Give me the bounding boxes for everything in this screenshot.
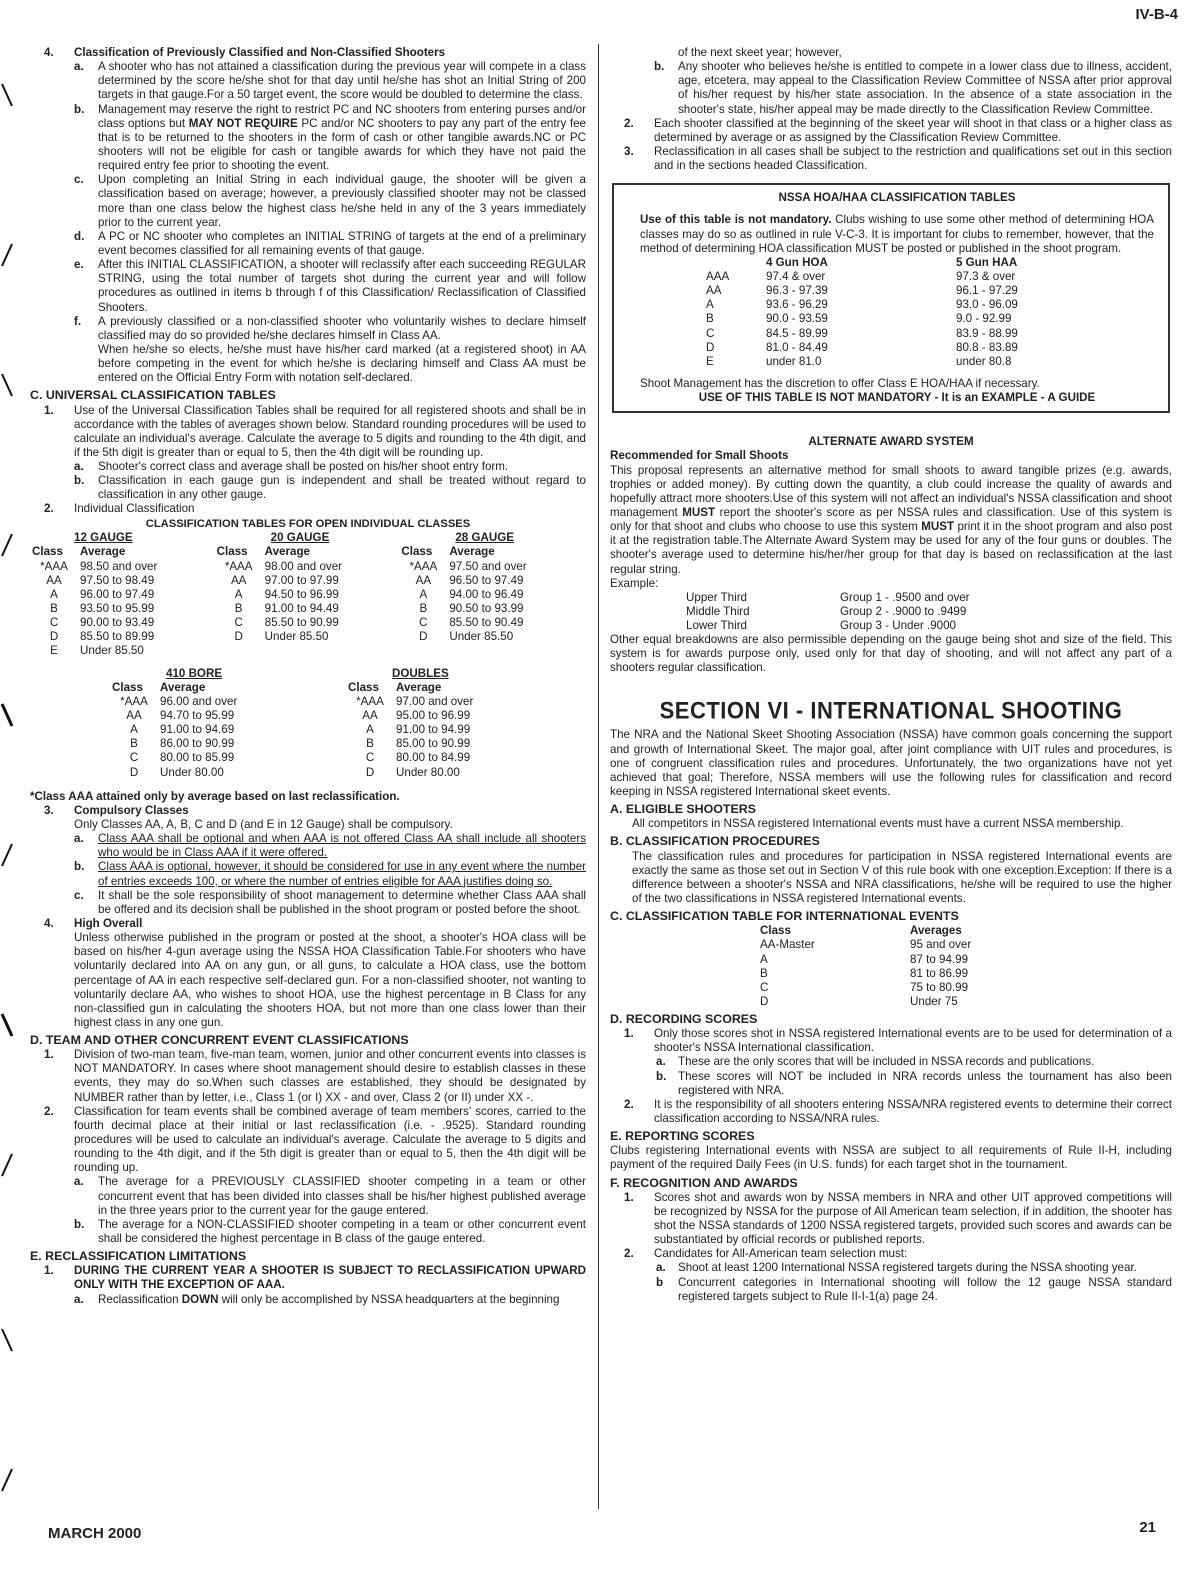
section-vi-b-text: The classification rules and procedures for participation in NSSA registered International events are exactly the same as those set out in Section V of this rule book with one exception.Exception: If there is a difference between a shooter's NSSA and NRA classifications, he/she will be required to use the higher of the two classifications in NSSA registered International events. bbox=[632, 849, 1172, 905]
table-cell-5gun: 96.1 - 97.29 bbox=[956, 284, 1018, 298]
item-4c: c. Upon completing an Initial String in each individual gauge, the shooter will be given a classification based on average; however, a previously classified shooter may not be classed more than one class below the highest class he/she held in any of the 3 years immediately prior to the current year. bbox=[74, 173, 586, 229]
item-vi-d1a: a. These are the only scores that will be included in NSSA records and publications. bbox=[656, 1055, 1095, 1069]
section-vi-a-heading: A. ELIGIBLE SHOOTERS bbox=[610, 802, 756, 817]
section-vi-e-text: Clubs registering International events with NSSA are subject to all requirements of Rule II-H, including payment of the required Daily Fees (in U.S. funds) for each target shot in the tournament. bbox=[610, 1144, 1172, 1172]
item-e1b: b. Any shooter who believes he/she is entitled to compete in a lower class due to illness, accident, age, etcetera, may appeal to the Classification Review Committee of NSSA after prior approval of his/her request by his/her state association. In the absence of a state association in the shooter's state, his/her appeal may be made directly to the Classification Review Committee. bbox=[654, 60, 1172, 116]
table-cell-class: *AAA bbox=[409, 559, 438, 573]
item-vi-d1: 1. Only those scores shot in NSSA registered International events are to be used for determination of a shooter's NSSA International classification. bbox=[624, 1027, 1172, 1055]
table-cell-class: B bbox=[234, 601, 243, 615]
table-cell-average: 91.00 to 94.69 bbox=[160, 723, 235, 737]
table-cell-5gun: 80.8 - 83.89 bbox=[956, 340, 1018, 354]
page-id: IV-B-4 bbox=[1135, 6, 1178, 23]
alt-award-row bbox=[610, 591, 1172, 605]
alt-award-example-label: Example: bbox=[610, 576, 659, 590]
section-vi-d-heading: D. RECORDING SCORES bbox=[610, 1012, 758, 1027]
alt-award-text: This proposal represents an alternative method for small shoots to award tangible prizes (e.g. awards, trophies or added money). By cutting down the quantity, a club could increase the quality of awards and hopefully attract more shooters.Use of this system will not affect an individual's NSSA classification and shoot management MUST report the shooter's score as per NSSA rules and classification. Use of this system is only for that shoot and clubs who choose to use this system MUST print it in the shoot program and also post it at the registration table.The Alternate Award System may be used for any of the four guns or doubles. The shooter's average used to determine his/her/her group for that day is based on reclassification at the last regular string. bbox=[610, 463, 1172, 576]
table-cell-4gun: 97.4 & over bbox=[766, 269, 826, 283]
table-cell-class: A bbox=[760, 952, 768, 966]
alt-award-third: Upper Third bbox=[686, 590, 748, 604]
table-cell-average: 95 and over bbox=[910, 938, 972, 952]
table-cell-class: B bbox=[760, 966, 768, 980]
table-cell-average: 90.00 to 93.49 bbox=[80, 616, 155, 630]
table-cell-average: 97.00 to 97.99 bbox=[264, 573, 339, 587]
table-cell-average: 81 to 86.99 bbox=[910, 966, 969, 980]
table-cell-class: C bbox=[49, 616, 59, 630]
table-cell-class: A bbox=[706, 298, 714, 312]
item-c3c: c. It shall be the sole responsibility of shoot management to determine whether Class AAA shall be offered and its decision shall be published in the shoot program or posted before the shoot. bbox=[74, 888, 586, 916]
table-cell-average: 98.50 and over bbox=[80, 559, 158, 573]
margin-mark bbox=[0, 700, 14, 730]
section-vi-a-text: All competitors in NSSA registered International events must have a current NSSA membership. bbox=[632, 817, 1124, 831]
section-vi-f-heading: F. RECOGNITION AND AWARDS bbox=[610, 1175, 798, 1190]
table-cell-4gun: under 81.0 bbox=[766, 354, 822, 368]
alt-award-subtitle: Recommended for Small Shoots bbox=[610, 449, 789, 463]
table-cell-5gun: 97.3 & over bbox=[956, 269, 1016, 283]
table-cell-class: C bbox=[234, 616, 243, 630]
section-vi-c-heading: C. CLASSIFICATION TABLE FOR INTERNATIONAL EVENTS bbox=[610, 909, 959, 924]
table-cell-class: B bbox=[706, 312, 714, 326]
table-cell-average: 96.50 to 97.49 bbox=[449, 573, 524, 587]
table-cell-class: C bbox=[365, 751, 375, 765]
gauge-table-12-grid bbox=[32, 545, 217, 658]
table-cell-average: 87 to 94.99 bbox=[910, 952, 969, 966]
alt-award-group: Group 1 - .9500 and over bbox=[840, 590, 970, 604]
item-c3: 3. Compulsory Classes bbox=[44, 803, 189, 817]
gauge-tables-row-2 bbox=[112, 667, 586, 780]
table-cell-class: B bbox=[50, 601, 58, 615]
table-cell-class: A bbox=[130, 723, 138, 737]
international-class-table: Class Averages AA-Master 95 and over A 87 to 94.99 B 81 to 86.99 C 75 to 80.99 D Under 75 bbox=[760, 924, 1172, 1009]
table-cell-average: 91.00 to 94.49 bbox=[264, 601, 339, 615]
table-cell-average: 93.50 to 95.99 bbox=[80, 601, 155, 615]
item-d1: 1. Division of two-man team, five-man team, women, junior and other concurrent events into classes is NOT MANDATORY. In cases where shoot management should desire to establish classes in these events, they may do so.When such classes are established, they should be designated by NUMBER rather than by letter, i.e., Class 1 (or I) XX - and over, Class 2 (or II) under XX -. bbox=[44, 1048, 586, 1104]
table-cell-class: AA bbox=[706, 284, 722, 298]
gauge-tables-row-1 bbox=[32, 531, 586, 658]
gauge-table-12: 12 GAUGE Class Average *AAA 98.50 and over AA 97.50 to 98.49 A 96.00 to 97.49 B 93.50 to 95.99 C 90.00 to 93.49 D 85.50 to 89.99 E Under 85.50 bbox=[32, 531, 217, 658]
item-c4: 4. High Overall bbox=[44, 916, 143, 930]
margin-mark bbox=[0, 80, 14, 110]
section-vi-e-heading: E. REPORTING SCORES bbox=[610, 1129, 755, 1144]
alt-award-row bbox=[610, 605, 1172, 619]
table-cell-average: 97.50 to 98.49 bbox=[80, 573, 155, 587]
table-cell-class: C bbox=[419, 616, 428, 630]
table-cell-4gun: 81.0 - 84.49 bbox=[766, 340, 828, 354]
item-c3a: a. Class AAA shall be optional and when AAA is not offered Class AA shall include all shooters who would be in Class AAA if it were offered. bbox=[74, 832, 586, 860]
item-c4-text: Unless otherwise published in the program or posted at the shoot, a shooter's HOA class will be based on his/her 4-gun average using the NSSA HOA Classification Table.For shooters who have voluntarily declared into AA on any gun, or all guns, to calculate a HOA class, use the bottom percentage of AA in each respective self-declared gun. For a non-classified shooter, not wanting to voluntarily declare AA, who wishes to shoot HOA, use the highest percentage in B Class for any non-classified gun in calculating the shooters HOA, but not more than one class lower than their highest class in any one gun. bbox=[74, 931, 586, 1029]
right-column bbox=[610, 46, 1172, 1304]
table-cell-4gun: 96.3 - 97.39 bbox=[766, 284, 828, 298]
table-cell-5gun: 83.9 - 88.99 bbox=[956, 326, 1018, 340]
table-cell-class: *AAA bbox=[120, 694, 148, 708]
table-cell-class: *AAA bbox=[356, 694, 384, 708]
item-vi-d2: 2. It is the responsibility of all shooters entering NSSA/NRA registered events to determine their correct classification according to NSSA/NRA rules. bbox=[624, 1097, 1172, 1126]
table-cell-class: *AAA bbox=[224, 559, 253, 573]
footer-page-number: 21 bbox=[1139, 1519, 1156, 1536]
table-cell-class: C bbox=[706, 326, 715, 340]
item-c2: 2. Individual Classification bbox=[44, 502, 195, 516]
table-cell-class: AA bbox=[46, 573, 62, 587]
table-cell-class: E bbox=[50, 644, 58, 658]
table-cell-average: 75 to 80.99 bbox=[910, 980, 969, 994]
col-header-average: Average bbox=[396, 680, 442, 694]
hoa-classification-box bbox=[612, 183, 1170, 413]
table-cell-5gun: 9.0 - 92.99 bbox=[956, 312, 1012, 326]
item-e1: 1. DURING THE CURRENT YEAR A SHOOTER IS SUBJECT TO RECLASSIFICATION UPWARD ONLY WITH THE EXCEPTION OF AAA. bbox=[44, 1264, 586, 1292]
margin-mark bbox=[0, 1010, 14, 1040]
footer-date: MARCH 2000 bbox=[48, 1525, 142, 1542]
table-cell-4gun: 93.6 - 96.29 bbox=[766, 298, 828, 312]
table-cell-class: *AAA bbox=[40, 559, 68, 573]
col-header-class: Class bbox=[401, 545, 433, 559]
item-c3b: b. Class AAA is optional, however, it should be considered for use in any event where the number of entries exceeds 100, or where the number of entries eligible for AAA justifies doing so. bbox=[74, 860, 586, 888]
table-cell-class: D bbox=[234, 630, 243, 644]
section-vi-title: SECTION VI - INTERNATIONAL SHOOTING bbox=[659, 696, 1123, 724]
item-e3: 3. Reclassification in all cases shall be subject to the restriction and qualifications set out in this section and in the sections headed Classification. bbox=[624, 144, 1172, 173]
table-cell-average: 85.00 to 90.99 bbox=[396, 737, 471, 751]
table-cell-class: AA bbox=[230, 573, 247, 587]
item-d2b: b. The average for a NON-CLASSIFIED shooter competing in a team or other concurrent event shall be considered the highest percentage in B class of the gauge entered. bbox=[74, 1217, 586, 1246]
left-column bbox=[30, 46, 586, 1307]
alt-award-group: Group 2 - .9000 to .9499 bbox=[840, 604, 967, 618]
section-vi-b-heading: B. CLASSIFICATION PROCEDURES bbox=[610, 834, 820, 849]
gauge-table-28-grid bbox=[401, 545, 586, 644]
table-cell-average: 91.00 to 94.99 bbox=[396, 723, 471, 737]
section-e-heading: E. RECLASSIFICATION LIMITATIONS bbox=[30, 1249, 247, 1264]
aaa-note: *Class AAA attained only by average based on last reclassification. bbox=[30, 789, 400, 803]
gauge-table-doubles: DOUBLES Class Average *AAA 97.00 and over AA 95.00 to 96.99 A 91.00 to 94.99 B 85.00 to 90.99 C 80.00 to 84.99 D Under 80.00 bbox=[348, 667, 536, 780]
table-cell-class: D bbox=[419, 630, 428, 644]
item-4d: d. A PC or NC shooter who completes an INITIAL STRING of targets at the end of a preliminary event becomes classified for all remaining events of that gauge. bbox=[74, 229, 586, 257]
table-cell-class: D bbox=[129, 765, 139, 779]
item-c3-text: Only Classes AA, A, B, C and D (and E in 12 Gauge) shall be compulsory. bbox=[74, 817, 453, 831]
table-cell-average: 97.50 and over bbox=[449, 559, 527, 573]
item-vi-d1b: b. These scores will NOT be included in NRA records unless the tournament has also been registered with NRA. bbox=[656, 1069, 1172, 1097]
item-c1a: a. Shooter's correct class and average shall be posted on his/her shoot entry form. bbox=[74, 460, 509, 474]
table-cell-average: 85.50 to 90.49 bbox=[449, 616, 524, 630]
col-header-average: Average bbox=[80, 545, 126, 559]
table-cell-average: 94.70 to 95.99 bbox=[160, 708, 235, 722]
gauge-table-doubles-grid bbox=[348, 681, 536, 780]
table-cell-class: AA-Master bbox=[760, 938, 815, 952]
table-cell-average: 86.00 to 90.99 bbox=[160, 737, 235, 751]
gauge-table-410-grid bbox=[112, 681, 348, 780]
item-4-title: Classification of Previously Classified and Non-Classified Shooters bbox=[74, 46, 446, 59]
table-cell-average: 97.00 and over bbox=[396, 694, 474, 708]
table-cell-average: 80.00 to 85.99 bbox=[160, 751, 235, 765]
table-cell-average: Under 80.00 bbox=[396, 765, 460, 779]
table-cell-4gun: 90.0 - 93.59 bbox=[766, 312, 828, 326]
item-4e: e. After this INITIAL CLASSIFICATION, a shooter will reclassify after each succeeding REGULAR STRING, using the total number of targets shot during the current year and will follow procedures as outlined in items b through f of this Classification/ Reclassification of Classified Shooters. bbox=[74, 258, 586, 314]
margin-mark bbox=[0, 240, 14, 270]
gauge-table-20-grid bbox=[217, 545, 402, 644]
table-cell-average: 85.50 to 89.99 bbox=[80, 630, 155, 644]
table-cell-average: Under 85.50 bbox=[264, 630, 329, 644]
alt-award-group: Group 3 - Under .9000 bbox=[840, 619, 957, 633]
table-cell-class: B bbox=[419, 601, 428, 615]
margin-mark bbox=[0, 1465, 14, 1495]
table-cell-average: Under 85.50 bbox=[80, 644, 144, 658]
item-vi-f1: 1. Scores shot and awards won by NSSA members in NRA and other UIT approved competitions will be recognized by NSSA for the purpose of All American team selection, if in addition, the shooter has shot the NSSA standards of 1200 NSSA registered targets, provided such scores and awards can be substantiated by official records or published reports. bbox=[624, 1190, 1172, 1247]
item-vi-f2b: b Concurrent categories in International shooting will follow the 12 gauge NSSA standard registered targets subject to Rule II-I-1(a) page 24. bbox=[656, 1275, 1172, 1303]
section-c-heading: C. UNIVERSAL CLASSIFICATION TABLES bbox=[30, 388, 276, 403]
col-header-class: Class bbox=[216, 545, 248, 559]
table-cell-class: D bbox=[365, 765, 375, 779]
item-vi-f2a: a. Shoot at least 1200 International NSSA registered targets during the NSSA shooting year. bbox=[656, 1261, 1137, 1275]
table-cell-5gun: 93.0 - 96.09 bbox=[956, 298, 1018, 312]
hoa-table-title: NSSA HOA/HAA CLASSIFICATION TABLES bbox=[778, 191, 1016, 205]
table-cell-average: Under 75 bbox=[910, 994, 958, 1008]
hoa-intro: Use of this table is not mandatory. Clubs wishing to use some other method of determining HOA classes may do so as outlined in rule V-C-3. It is important for clubs to remember, however, that the method of determining HOA classification MUST be posted or published in the shoot program. bbox=[640, 213, 1154, 255]
table-cell-class: A bbox=[234, 587, 243, 601]
col-header-average: Average bbox=[449, 545, 495, 559]
margin-mark bbox=[0, 840, 14, 870]
table-cell-class: D bbox=[760, 994, 769, 1008]
item-c1: 1. Use of the Universal Classification Tables shall be required for all registered shoots and shall be in accordance with the tables of averages shown below. Standard rounding procedures will be used to calculate an individual's average. Calculate the average to 5 digits and rounding to the 4th digit, and if the 5th digit is greater than or equal to 5, then the 4th digit will be rounding up. bbox=[44, 403, 586, 459]
section-vi-intro: The NRA and the National Skeet Shooting Association (NSSA) have common goals concerning the support and growth of International Skeet. The major goal, after joint compliance with UIT rules and procedures, is one of congruent classification rules and procedures. Unfortunately, the two organizations have not yet achieved that goal; Therefore, NSSA members will use the following rules for classification and record keeping in NSSA registered International skeet events. bbox=[610, 728, 1172, 799]
column-divider bbox=[598, 44, 599, 1509]
section-d-heading: D. TEAM AND OTHER CONCURRENT EVENT CLASSIFICATIONS bbox=[30, 1033, 409, 1048]
table-cell-class: A bbox=[366, 723, 374, 737]
table-cell-average: 80.00 to 84.99 bbox=[396, 751, 471, 765]
table-cell-average: Under 80.00 bbox=[160, 765, 224, 779]
margin-mark bbox=[0, 370, 14, 400]
table-cell-class: A bbox=[50, 587, 58, 601]
item-4a: a. A shooter who has not attained a classification during the previous year will compete in a class determined by the score he/she shot for that day until he/she has shot an Initial String of 200 targets in that gauge.For a 50 target event, the score would be doubled to determine the class. bbox=[74, 60, 586, 102]
item-4f: f. A previously classified or a non-classified shooter who voluntarily wishes to declare himself classified may do so provided he/she declares himself in Class AA. When he/she so elects, he/she must have his/her card marked (at a registered shoot) in AA before competing in the event for which he/she is declaring himself and Class AA must be entered on the Official Entry Form with notation self-declared. bbox=[74, 314, 586, 385]
alt-award-closing: Other equal breakdowns are also permissible depending on the gauge being shot and size of the field. This system is for awards purpose only, used only for that day of shooting, and will not affect any part of a shooters regular classification. bbox=[610, 633, 1172, 675]
item-vi-f2: 2. Candidates for All-American team selection must: bbox=[624, 1247, 908, 1261]
item-d2: 2. Classification for team events shall be combined average of team members' scores, carried to the fourth decimal place at their initial or last reclassification (i.e. - .9525). Standard rounding procedures will be used to calculate an individual's average. Calculate the average to 5 digits and rounding to the 4th digit, and if the 5th digit is greater than or equal to 5, then the 4th digit will be rounding up. bbox=[44, 1104, 586, 1175]
item-4b: b. Management may reserve the right to restrict PC and NC shooters from entering purses and/or class options but MAY NOT REQUIRE PC and/or NC shooters to pay any part of the entry fee that is to be returned to the shooters in the form of cash or other tangible awards.NC or PC shooters will not be eligible for cash or tangible awards for which they have not paid the required entry fee prior to shooting the event. bbox=[74, 102, 586, 173]
col-header-average: Average bbox=[264, 545, 310, 559]
item-d2a: a. The average for a PREVIOUSLY CLASSIFIED shooter competing in a team or other concurrent event that has been divided into classes shall be his/her highest published average in the three years prior to the current year for the gauge entered. bbox=[74, 1175, 586, 1217]
item-e1a: a. Reclassification DOWN will only be accomplished by NSSA headquarters at the beginning bbox=[74, 1292, 560, 1306]
table-cell-class: A bbox=[419, 587, 428, 601]
hoa-guide: USE OF THIS TABLE IS NOT MANDATORY - It is an EXAMPLE - A GUIDE bbox=[698, 391, 1096, 405]
gauge-table-410: 410 BORE Class Average *AAA 96.00 and over AA 94.70 to 95.99 A 91.00 to 94.69 B 86.00 to 90.99 C 80.00 to 85.99 D Under 80.00 bbox=[112, 667, 348, 780]
item-c1b: b. Classification in each gauge gun is independent and shall be treated without regard to classification in any other gauge. bbox=[74, 474, 586, 502]
col-header-class: Class bbox=[32, 545, 63, 559]
table-cell-class: AAA bbox=[706, 269, 730, 283]
margin-mark bbox=[0, 530, 14, 560]
table-cell-average: 95.00 to 96.99 bbox=[396, 708, 471, 722]
table-cell-average: 85.50 to 90.99 bbox=[264, 616, 339, 630]
table-cell-4gun: 84.5 - 89.99 bbox=[766, 326, 828, 340]
gauge-table-28: 28 GAUGE Class Average *AAA 97.50 and over AA 96.50 to 97.49 A 94.00 to 96.49 B 90.50 to 93.99 C 85.50 to 90.49 D Under 85.50 bbox=[401, 531, 586, 658]
table-cell-average: 94.50 to 96.99 bbox=[264, 587, 339, 601]
hoa-note: Shoot Management has the discretion to offer Class E HOA/HAA if necessary. bbox=[640, 376, 1040, 390]
alt-award-row bbox=[610, 619, 1172, 633]
margin-mark bbox=[0, 1150, 14, 1180]
alt-award-groups bbox=[610, 591, 1172, 633]
table-cell-average: 94.00 to 96.49 bbox=[449, 587, 524, 601]
open-classes-table-title: CLASSIFICATION TABLES FOR OPEN INDIVIDUAL CLASSES bbox=[145, 517, 471, 530]
hoa-table: 4 Gun HOA 5 Gun HAA AAA 97.4 & over 97.3 & over AA 96.3 - 97.39 96.1 - 97.29 A 93.6 - 96.29 93.0 - 96.09 B 90.0 - 93.59 9.0 - 92.99 C 84.5 - 89.99 83.9 - 88.99 D 81.0 - 84.49 80.8 - 83.89 E under 81.0 under 80.8 bbox=[706, 256, 1154, 369]
alt-award-title: ALTERNATE AWARD SYSTEM bbox=[808, 435, 974, 449]
alt-award-third: Lower Third bbox=[686, 619, 748, 633]
table-cell-average: 96.00 to 97.49 bbox=[80, 587, 155, 601]
table-cell-average: 90.50 to 93.99 bbox=[449, 601, 524, 615]
col-header-class: Class bbox=[348, 680, 379, 694]
alt-award-third: Middle Third bbox=[686, 604, 750, 618]
col-header-class: Class bbox=[112, 680, 143, 694]
table-cell-average: 98.00 and over bbox=[264, 559, 343, 573]
table-cell-5gun: under 80.8 bbox=[956, 354, 1012, 368]
table-cell-class: AA bbox=[415, 573, 432, 587]
table-cell-class: B bbox=[130, 737, 138, 751]
table-cell-average: 96.00 and over bbox=[160, 694, 238, 708]
table-cell-class: D bbox=[706, 340, 715, 354]
table-cell-class: AA bbox=[362, 708, 378, 722]
margin-mark bbox=[0, 1325, 14, 1355]
item-4-heading: 4. Classification of Previously Classified and Non-Classified Shooters bbox=[30, 46, 586, 60]
table-cell-class: B bbox=[366, 737, 374, 751]
table-cell-class: C bbox=[129, 751, 139, 765]
table-cell-class: E bbox=[706, 354, 714, 368]
table-cell-average: Under 85.50 bbox=[449, 630, 514, 644]
table-cell-class: C bbox=[760, 980, 769, 994]
table-cell-class: AA bbox=[126, 708, 142, 722]
gauge-table-20: 20 GAUGE Class Average *AAA 98.00 and over AA 97.00 to 97.99 A 94.50 to 96.99 B 91.00 to 94.49 C 85.50 to 90.99 D Under 85.50 bbox=[217, 531, 402, 658]
item-e2: 2. Each shooter classified at the beginning of the skeet year will shoot in that class or a higher class as determined by average or as assigned by the Classification Review Committee. bbox=[624, 116, 1172, 144]
col-header-average: Average bbox=[160, 680, 206, 694]
item-e1a-continued: of the next skeet year; however, bbox=[678, 46, 842, 59]
table-cell-class: D bbox=[49, 630, 59, 644]
